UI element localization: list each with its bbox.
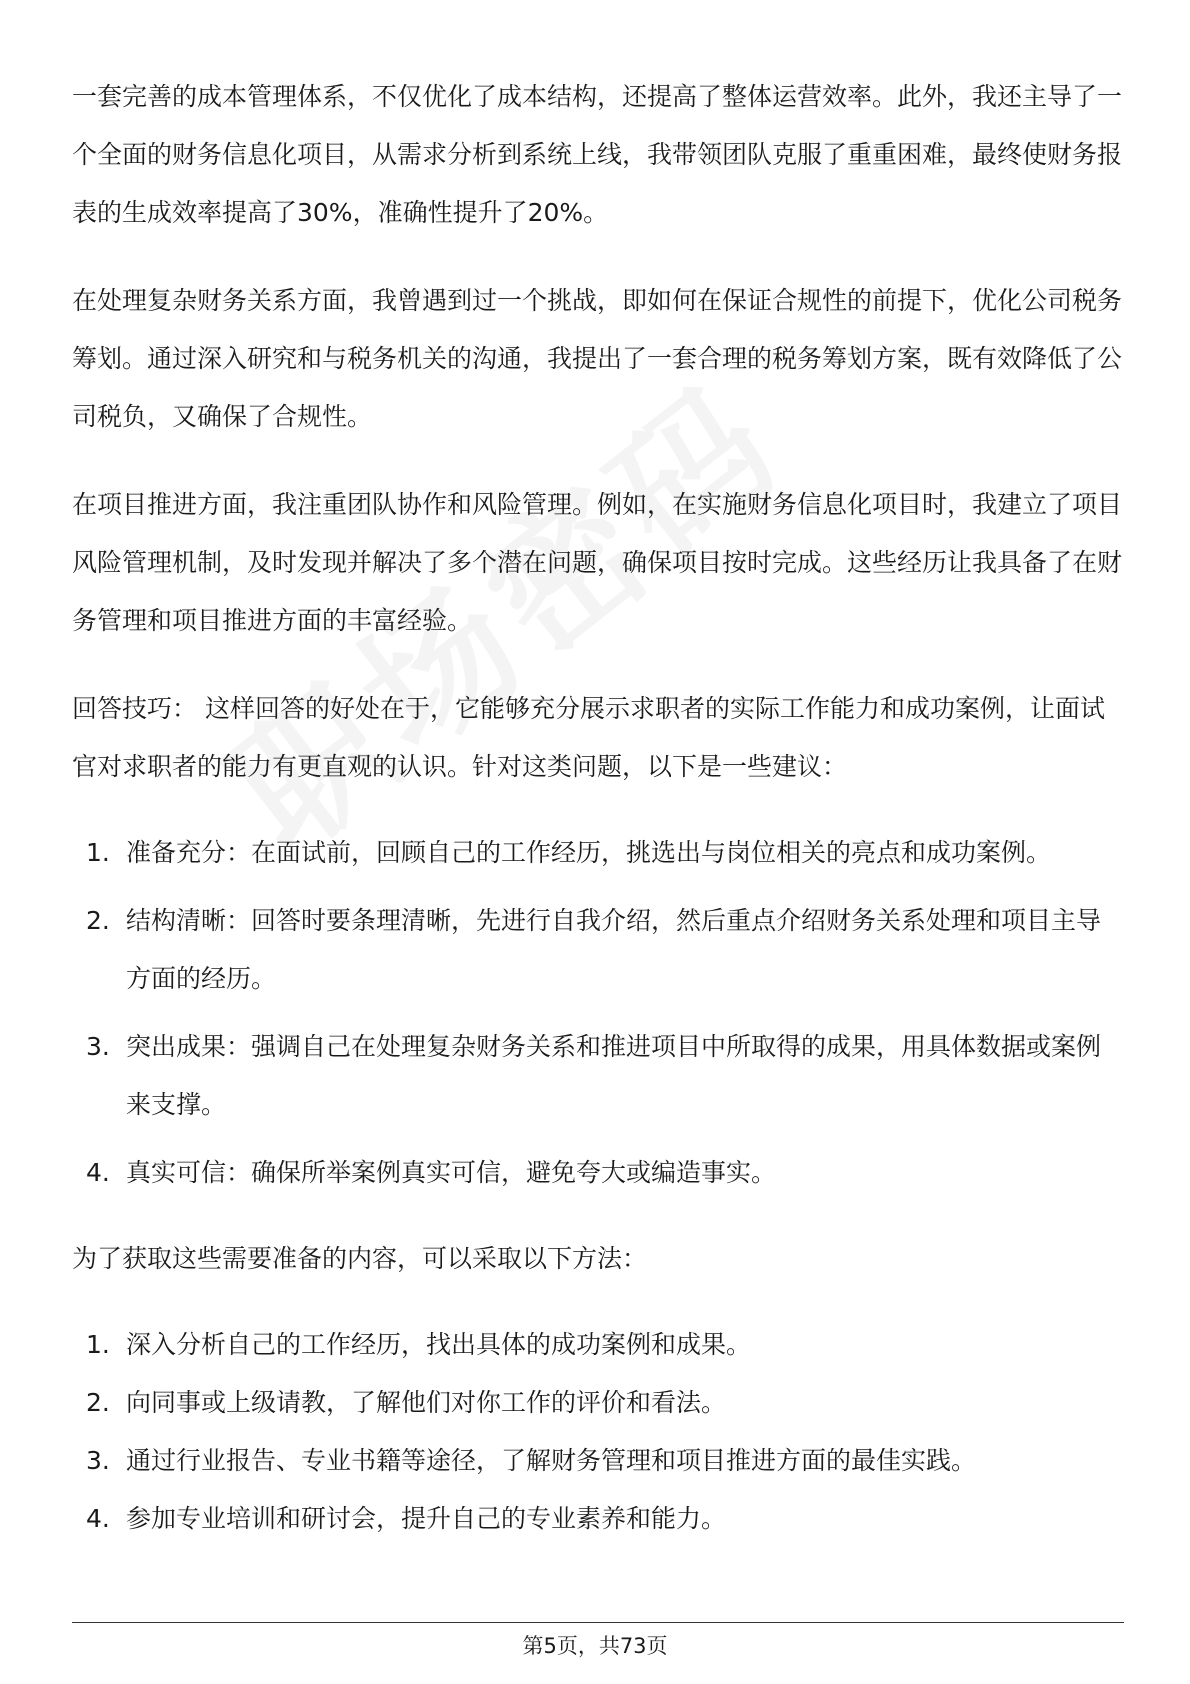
list-item bbox=[72, 1490, 1124, 1548]
list-item bbox=[72, 1432, 1124, 1490]
list-number: 4. bbox=[86, 1158, 110, 1187]
list-number: 3. bbox=[86, 1446, 110, 1475]
list-text: 结构清晰：回答时要条理清晰，先进行自我介绍，然后重点介绍财务关系处理和项目主导方面的经历。 bbox=[126, 906, 1102, 993]
methods-list bbox=[72, 1316, 1124, 1548]
list-item bbox=[72, 892, 1124, 1008]
paragraph-1: 一套完善的成本管理体系，不仅优化了成本结构，还提高了整体运营效率。此外，我还主导了一个全面的财务信息化项目，从需求分析到系统上线，我带领团队克服了重重困难，最终使财务报表的生成效率提高了30%，准确性提升了20%。 bbox=[72, 82, 1123, 227]
list-item bbox=[72, 1316, 1124, 1374]
list-number: 2. bbox=[86, 1388, 110, 1417]
list-text: 突出成果：强调自己在处理复杂财务关系和推进项目中所取得的成果，用具体数据或案例来支撑。 bbox=[126, 1032, 1102, 1119]
list-text: 深入分析自己的工作经历，找出具体的成功案例和成果。 bbox=[126, 1330, 752, 1359]
list-number: 3. bbox=[86, 1032, 110, 1061]
list-text: 参加专业培训和研讨会，提升自己的专业素养和能力。 bbox=[126, 1504, 727, 1533]
list-item bbox=[72, 824, 1124, 882]
list-number: 1. bbox=[86, 838, 110, 867]
document-body bbox=[72, 68, 1124, 1570]
list-number: 2. bbox=[86, 906, 110, 935]
tips-list bbox=[72, 824, 1124, 1202]
list-text: 真实可信：确保所举案例真实可信，避免夸大或编造事实。 bbox=[126, 1158, 777, 1187]
list-number: 4. bbox=[86, 1504, 110, 1533]
page-number: 第5页，共73页 bbox=[522, 1634, 668, 1658]
methods-intro: 为了获取这些需要准备的内容，可以采取以下方法： bbox=[72, 1244, 648, 1273]
list-item bbox=[72, 1144, 1124, 1202]
paragraph-answer-tips: 回答技巧： 这样回答的好处在于，它能够充分展示求职者的实际工作能力和成功案例，让面试官对求职者的能力有更直观的认识。针对这类问题，以下是一些建议： bbox=[72, 694, 1105, 781]
list-number: 1. bbox=[86, 1330, 110, 1359]
list-text: 准备充分：在面试前，回顾自己的工作经历，挑选出与岗位相关的亮点和成功案例。 bbox=[126, 838, 1052, 867]
list-text: 向同事或上级请教，了解他们对你工作的评价和看法。 bbox=[126, 1388, 727, 1417]
paragraph-2: 在处理复杂财务关系方面，我曾遇到过一个挑战，即如何在保证合规性的前提下，优化公司税务筹划。通过深入研究和与税务机关的沟通，我提出了一套合理的税务筹划方案，既有效降低了公司税负，又确保了合规性。 bbox=[72, 286, 1123, 431]
list-item bbox=[72, 1018, 1124, 1134]
list-text: 通过行业报告、专业书籍等途径，了解财务管理和项目推进方面的最佳实践。 bbox=[126, 1446, 977, 1475]
footer-divider bbox=[72, 1622, 1124, 1623]
list-item bbox=[72, 1374, 1124, 1432]
paragraph-3: 在项目推进方面，我注重团队协作和风险管理。例如，在实施财务信息化项目时，我建立了项目风险管理机制，及时发现并解决了多个潜在问题，确保项目按时完成。这些经历让我具备了在财务管理和项目推进方面的丰富经验。 bbox=[72, 490, 1123, 635]
